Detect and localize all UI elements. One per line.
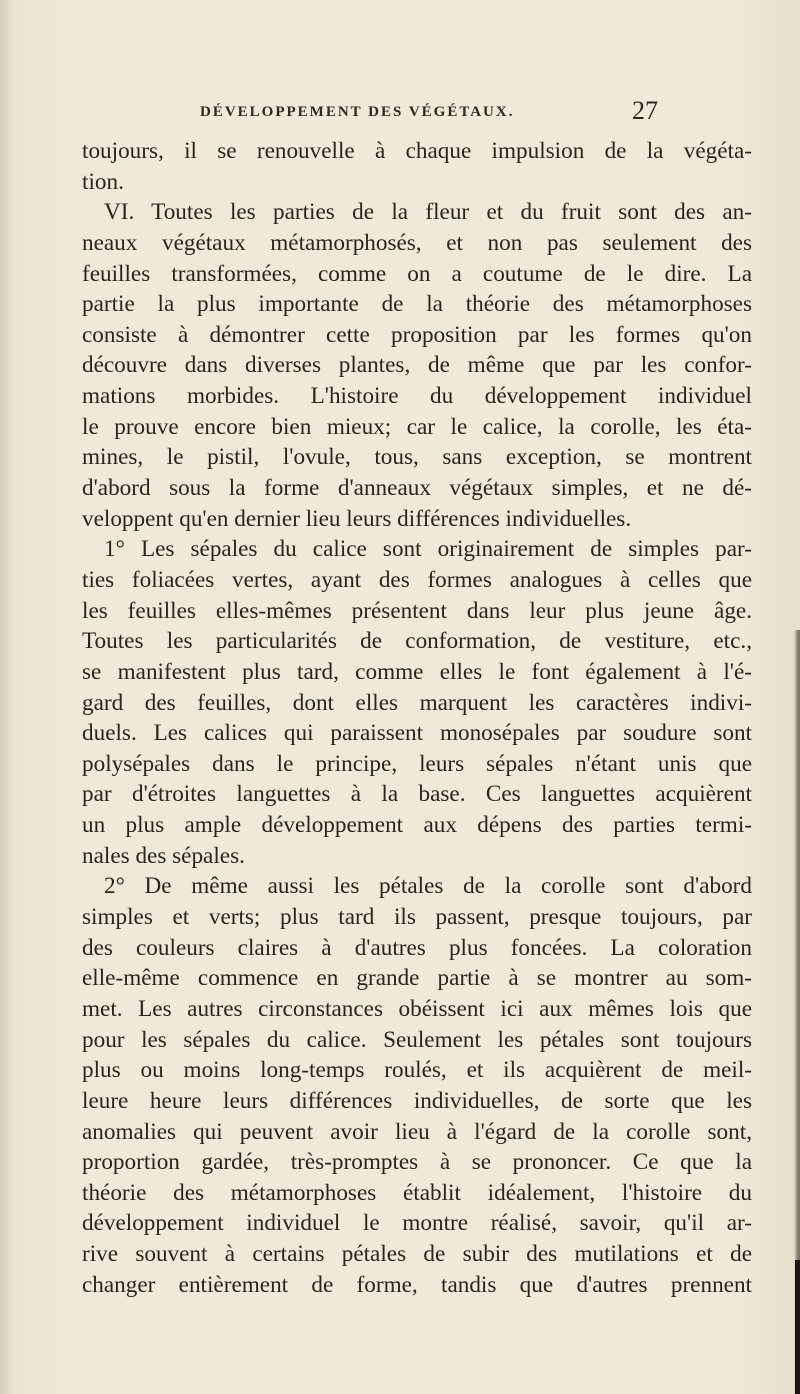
page-number: 27: [632, 96, 658, 125]
text-line: proportion gardée, très-promptes à se prononcer. Ce que la: [82, 1149, 752, 1176]
text-line: théorie des métamorphoses établit idéalement, l'histoire du: [82, 1179, 752, 1206]
text-line: polysépales dans le principe, leurs sépales n'étant unis que: [82, 750, 752, 777]
text-line: leure heure leurs différences individuelles, de sorte que les: [82, 1087, 752, 1114]
text-line: neaux végétaux métamorphosés, et non pas seulement des: [82, 229, 752, 256]
text-line: le prouve encore bien mieux; car le calice, la corolle, les éta-: [82, 413, 752, 440]
text-line: consiste à démontrer cette proposition par les formes qu'on: [82, 321, 752, 348]
text-line: simples et verts; plus tard ils passent, presque toujours, par: [82, 904, 752, 931]
text-line: rive souvent à certains pétales de subir des mutilations et de: [82, 1241, 752, 1268]
text-line: tion.: [82, 168, 124, 195]
text-line: toujours, il se renouvelle à chaque impulsion de la végéta-: [82, 138, 752, 164]
text-line: nales des sépales.: [82, 842, 245, 869]
text-line: gard des feuilles, dont elles marquent les caractères indivi-: [82, 689, 752, 716]
text-line: les feuilles elles-mêmes présentent dans leur plus jeune âge.: [82, 597, 752, 624]
text-line: pour les sépales du calice. Seulement les pétales sont toujours: [82, 1026, 752, 1053]
text-line: ties foliacées vertes, ayant des formes analogues à celles que: [82, 566, 752, 593]
text-line: découvre dans diverses plantes, de même que par les confor-: [82, 352, 752, 379]
text-line: elle-même commence en grande partie à se montrer au som-: [82, 965, 752, 992]
text-line: par d'étroites languettes à la base. Ces languettes acquièrent: [82, 781, 752, 808]
text-line: plus ou moins long-temps roulés, et ils acquièrent de meil-: [82, 1057, 752, 1084]
text-line: partie la plus importante de la théorie des métamorphoses: [82, 291, 752, 318]
page-header: [200, 96, 660, 134]
text-line: des couleurs claires à d'autres plus foncées. La coloration: [82, 934, 752, 961]
text-line: met. Les autres circonstances obéissent ici aux mêmes lois que: [82, 995, 752, 1022]
text-line: mations morbides. L'histoire du développement individuel: [82, 383, 752, 410]
page-edge-dark: [795, 1260, 800, 1394]
text-line: changer entièrement de forme, tandis que d'autres prennent: [82, 1271, 752, 1298]
page-gutter-shadow: [0, 0, 14, 1394]
text-line: duels. Les calices qui paraissent monosépales par soudure sont: [82, 720, 752, 747]
text-line: VI. Toutes les parties de la fleur et du fruit sont des an-: [104, 199, 752, 226]
text-line: veloppent qu'en dernier lieu leurs différences individuelles.: [82, 505, 632, 532]
text-line: 1° Les sépales du calice sont originairement de simples par-: [104, 536, 752, 563]
text-line: se manifestent plus tard, comme elles le font également à l'é-: [82, 658, 752, 685]
text-line: feuilles transformées, comme on a coutume de le dire. La: [82, 260, 752, 287]
text-line: 2° De même aussi les pétales de la corolle sont d'abord: [104, 873, 752, 900]
text-line: un plus ample développement aux dépens des parties termi-: [82, 812, 752, 839]
text-line: mines, le pistil, l'ovule, tous, sans exception, se montrent: [82, 444, 752, 471]
text-line: développement individuel le montre réalisé, savoir, qu'il ar-: [82, 1210, 752, 1237]
running-head: DÉVELOPPEMENT DES VÉGÉTAUX.: [200, 104, 515, 120]
body-text: [82, 136, 752, 1300]
text-line: d'abord sous la forme d'anneaux végétaux simples, et ne dé-: [82, 475, 752, 502]
text-line: Toutes les particularités de conformation, de vestiture, etc.,: [82, 628, 752, 655]
text-line: anomalies qui peuvent avoir lieu à l'égard de la corolle sont,: [82, 1118, 752, 1145]
